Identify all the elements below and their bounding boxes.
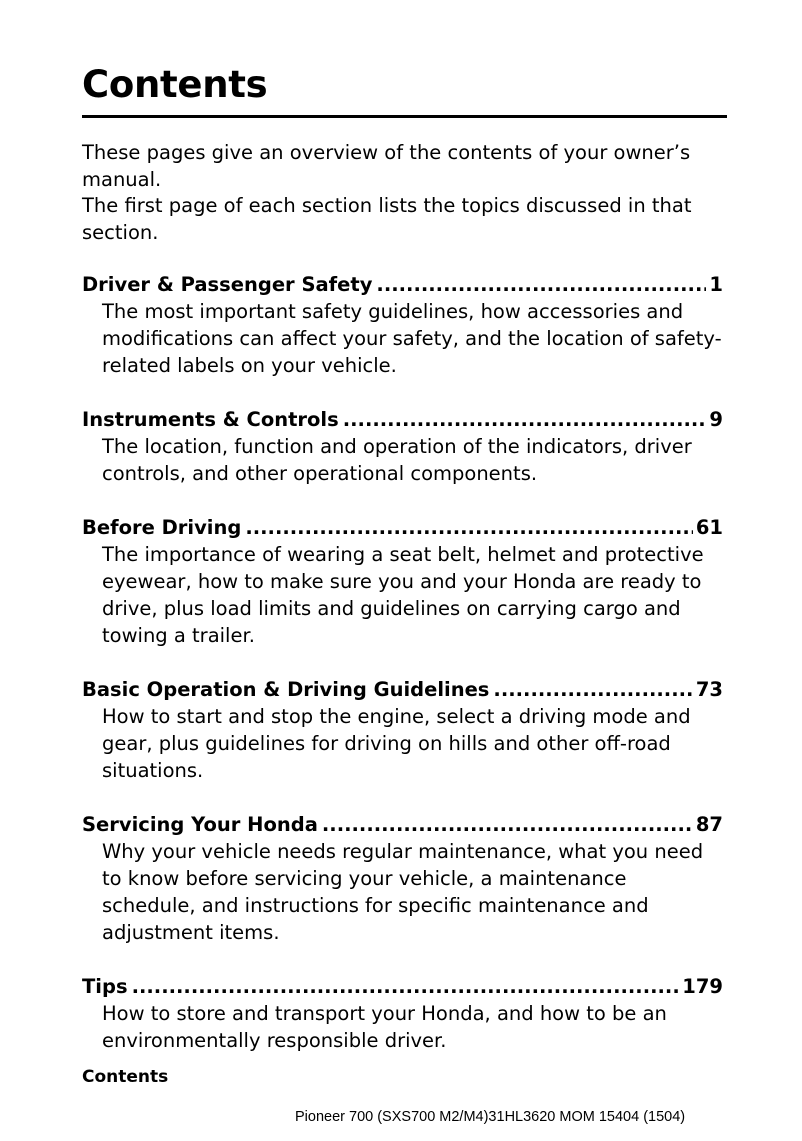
intro-line-1: These pages give an overview of the contents of your owner’s manual. bbox=[82, 141, 691, 191]
toc-entry-page: 73 bbox=[695, 678, 723, 701]
toc-entry-description: The most important safety guidelines, how accessories and modifications can affect your safety, and the location of safety-related labels on your vehicle. bbox=[102, 300, 722, 377]
toc-entry-title: Driver & Passenger Safety bbox=[82, 273, 373, 296]
toc-entry-tips bbox=[82, 973, 723, 1054]
toc-entry-page: 9 bbox=[709, 408, 723, 431]
toc-entry-description: The location, function and operation of the indicators, driver controls, and other operational components. bbox=[102, 435, 692, 485]
dot-leader bbox=[322, 811, 693, 838]
toc-entry-description: The importance of wearing a seat belt, helmet and protective eyewear, how to make sure you and your Honda are ready to drive, plus load limits and guidelines on carrying cargo and towing a trailer. bbox=[102, 543, 704, 647]
toc-entry-description: How to store and transport your Honda, and how to be an environmentally responsible driver. bbox=[102, 1002, 667, 1052]
table-of-contents bbox=[82, 271, 723, 1081]
toc-entry-instruments-controls bbox=[82, 406, 723, 487]
toc-entry-driver-passenger-safety bbox=[82, 271, 723, 379]
toc-entry-page: 61 bbox=[695, 516, 723, 539]
toc-entry-page: 179 bbox=[682, 975, 723, 998]
dot-leader bbox=[132, 973, 680, 1000]
dot-leader bbox=[343, 406, 707, 433]
toc-link-tips[interactable] bbox=[82, 973, 723, 1000]
dot-leader bbox=[493, 676, 692, 703]
toc-entry-page: 1 bbox=[709, 273, 723, 296]
dot-leader bbox=[245, 514, 693, 541]
toc-link-basic-operation-driving-guidelines[interactable] bbox=[82, 676, 723, 703]
intro-line-2: The first page of each section lists the topics discussed in that section. bbox=[82, 194, 692, 244]
toc-entry-page: 87 bbox=[695, 813, 723, 836]
toc-link-driver-passenger-safety[interactable] bbox=[82, 271, 723, 298]
toc-entry-servicing-your-honda bbox=[82, 811, 723, 946]
toc-entry-title: Basic Operation & Driving Guidelines bbox=[82, 678, 490, 701]
toc-entry-before-driving bbox=[82, 514, 723, 649]
toc-link-before-driving[interactable] bbox=[82, 514, 723, 541]
toc-entry-title: Before Driving bbox=[82, 516, 242, 539]
document-id: Pioneer 700 (SXS700 M2/M4)31HL3620 MOM 15404 (1504) bbox=[295, 1109, 686, 1125]
toc-entry-title: Servicing Your Honda bbox=[82, 813, 318, 836]
dot-leader bbox=[376, 271, 706, 298]
toc-entry-description: Why your vehicle needs regular maintenance, what you need to know before servicing your vehicle, a maintenance schedule, and instructions for specific maintenance and adjustment items. bbox=[102, 840, 704, 944]
intro-text bbox=[82, 140, 722, 246]
page-title: Contents bbox=[82, 63, 268, 106]
toc-link-instruments-controls[interactable] bbox=[82, 406, 723, 433]
toc-entry-description: How to start and stop the engine, select a driving mode and gear, plus guidelines for driving on hills and other off-road situations. bbox=[102, 705, 691, 782]
footer-section-label: Contents bbox=[82, 1067, 169, 1087]
toc-entry-title: Instruments & Controls bbox=[82, 408, 339, 431]
toc-entry-basic-operation-driving-guidelines bbox=[82, 676, 723, 784]
title-divider bbox=[82, 115, 727, 118]
toc-link-servicing-your-honda[interactable] bbox=[82, 811, 723, 838]
toc-entry-title: Tips bbox=[82, 975, 128, 998]
